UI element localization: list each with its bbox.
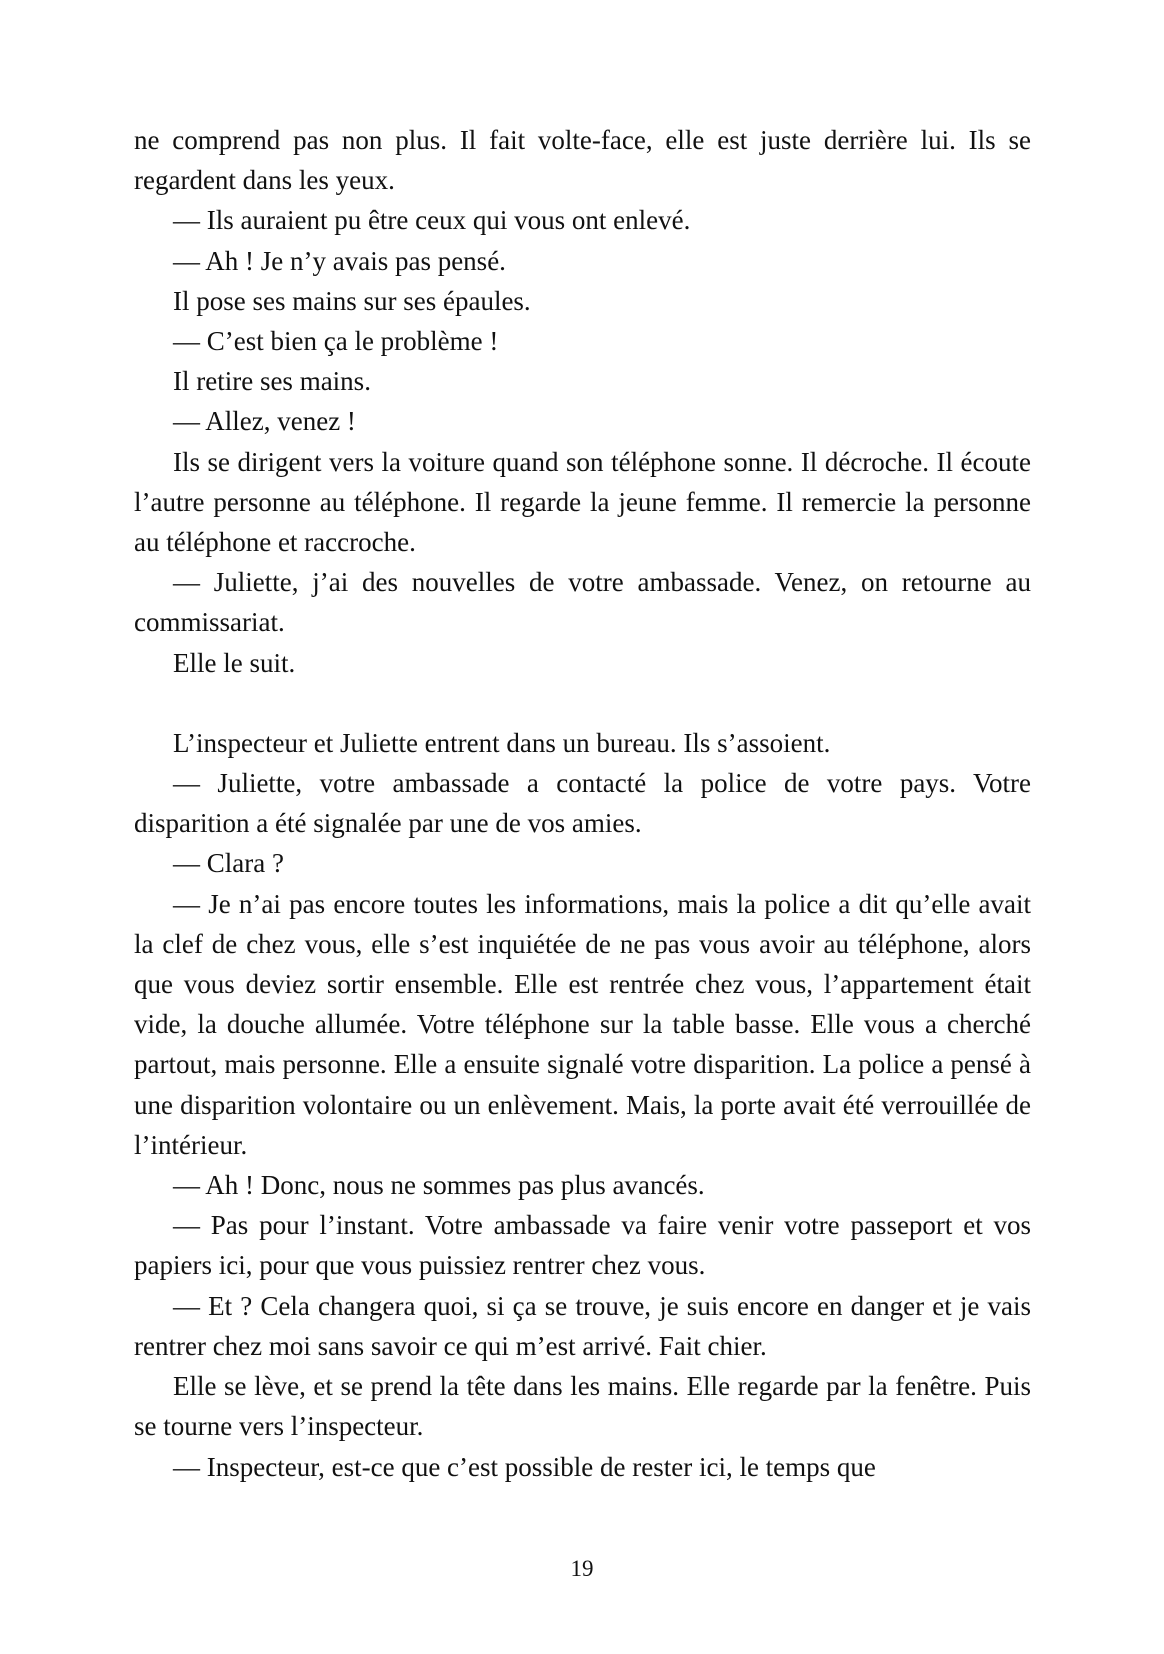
page-number: 19 bbox=[570, 1556, 594, 1581]
paragraph: Il pose ses mains sur ses épaules. bbox=[173, 285, 531, 316]
paragraph: L’inspecteur et Juliette entrent dans un bureau. Ils s’assoient. bbox=[173, 727, 831, 758]
section-break bbox=[134, 683, 1031, 723]
dialogue-line: — Allez, venez ! bbox=[173, 406, 356, 437]
paragraph: Elle le suit. bbox=[173, 647, 296, 678]
dialogue-line: — Je n’ai pas encore toutes les informations, mais la police a dit qu’elle avait la clef de chez vous, elle s’est inquiétée de ne pas vous avoir au téléphone, alors que vous deviez sortir ensemble. Elle est rentrée chez vous, l’appartement était vide, la douche allumée. Votre téléphone sur la table basse. Elle vous a cherché partout, mais personne. Elle a ensuite signalé votre disparition. La police a pensé à une disparition volontaire ou un enlèvement. Mais, la porte avait été verrouillée de l’intérieur. bbox=[134, 888, 1031, 1160]
dialogue-line: — C’est bien ça le problème ! bbox=[173, 326, 499, 357]
dialogue-line: — Inspecteur, est-ce que c’est possible de rester ici, le temps que bbox=[173, 1451, 876, 1482]
dialogue-line: — Et ? Cela changera quoi, si ça se trouve, je suis encore en danger et je vais rentrer chez moi sans savoir ce qui m’est arrivé. Fait chier. bbox=[134, 1290, 1031, 1361]
paragraph: Elle se lève, et se prend la tête dans les mains. Elle regarde par la fenêtre. Puis se tourne vers l’inspecteur. bbox=[134, 1371, 1031, 1442]
dialogue-line: — Ah ! Je n’y avais pas pensé. bbox=[173, 245, 506, 276]
dialogue-line: — Ils auraient pu être ceux qui vous ont enlevé. bbox=[173, 205, 691, 236]
body-text bbox=[134, 120, 1031, 1487]
paragraph: Il retire ses mains. bbox=[173, 366, 371, 397]
dialogue-line: — Juliette, votre ambassade a contacté la police de votre pays. Votre disparition a été signalée par une de vos amies. bbox=[134, 768, 1031, 839]
dialogue-line: — Ah ! Donc, nous ne sommes pas plus avancés. bbox=[173, 1170, 705, 1201]
dialogue-line: — Clara ? bbox=[173, 848, 284, 879]
paragraph: Ils se dirigent vers la voiture quand son téléphone sonne. Il décroche. Il écoute l’autre personne au téléphone. Il regarde la jeune femme. Il remercie la personne au téléphone et raccroche. bbox=[134, 446, 1031, 558]
dialogue-line: — Pas pour l’instant. Votre ambassade va faire venir votre passeport et vos papiers ici, pour que vous puissiez rentrer chez vous. bbox=[134, 1210, 1031, 1281]
dialogue-line: — Juliette, j’ai des nouvelles de votre ambassade. Venez, on retourne au commissariat. bbox=[134, 567, 1031, 638]
paragraph: ne comprend pas non plus. Il fait volte-face, elle est juste derrière lui. Ils se regardent dans les yeux. bbox=[134, 125, 1031, 196]
